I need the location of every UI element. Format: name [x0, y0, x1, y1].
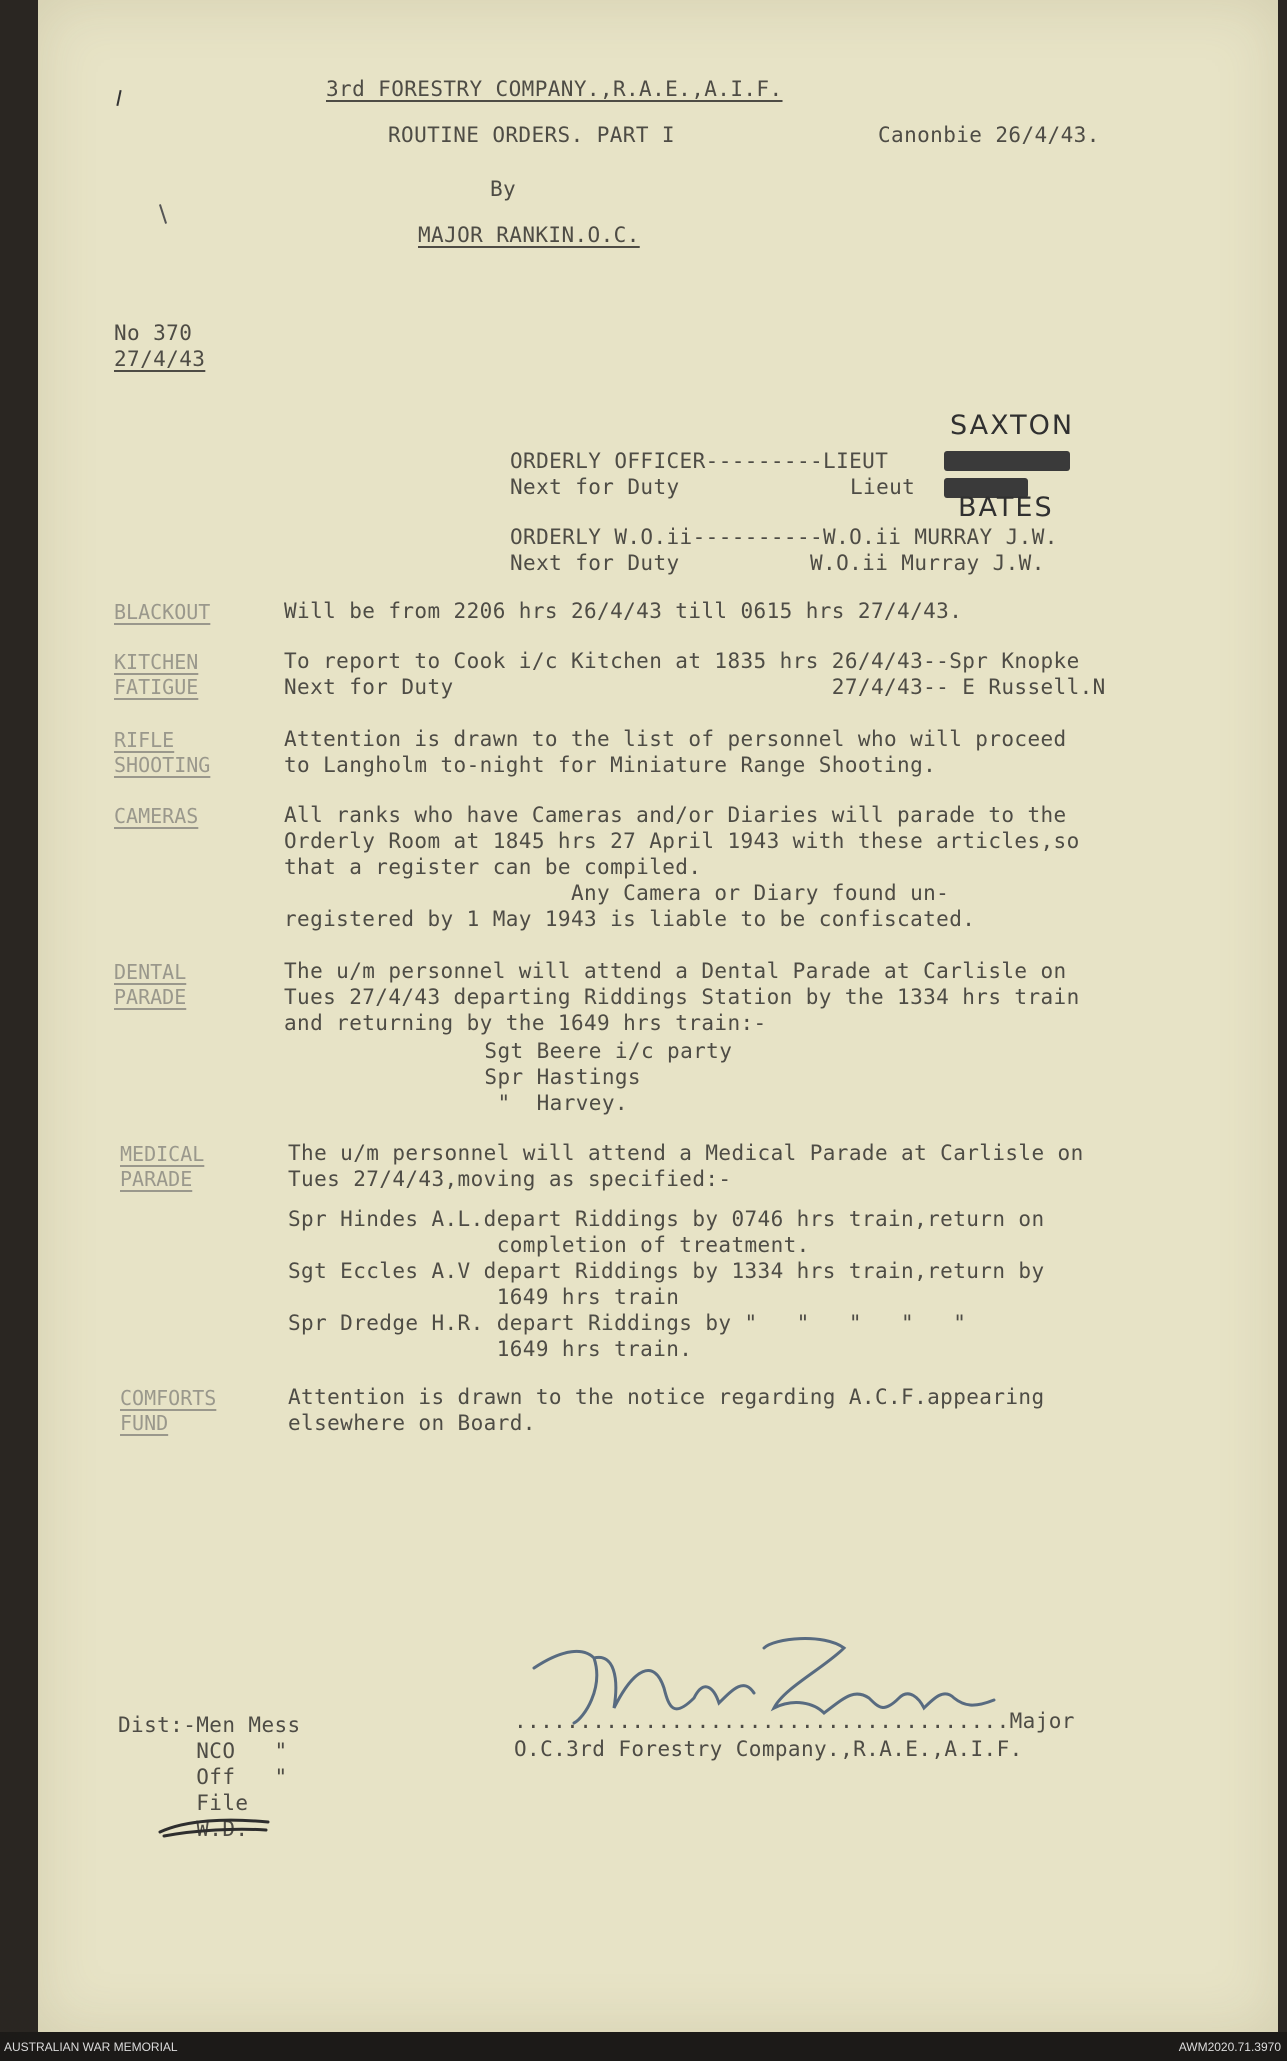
distribution-pen-mark	[156, 1812, 276, 1842]
section-label-cameras: CAMERAS	[114, 804, 199, 828]
document-page	[38, 0, 1278, 2032]
dental-line: Tues 27/4/43 departing Riddings Station by the 1334 hrs train	[284, 985, 1080, 1009]
section-label-kitchen: KITCHEN	[114, 650, 199, 674]
next-duty-rank: Lieut	[850, 475, 916, 499]
medical-line: 1649 hrs train.	[288, 1337, 693, 1361]
order-number: No 370	[114, 321, 193, 345]
comforts-line: Attention is drawn to the notice regarding A.C.F.appearing	[288, 1385, 1045, 1409]
rifle-line: Attention is drawn to the list of personnel who will proceed	[284, 727, 1067, 751]
dental-line: " Harvey.	[354, 1091, 628, 1115]
routine-orders-title: ROUTINE ORDERS. PART I	[388, 123, 675, 147]
orderly-wo-line: ORDERLY W.O.ii----------W.O.ii MURRAY J.W.	[510, 525, 1058, 549]
handwritten-saxton: SAXTON	[950, 410, 1075, 441]
distribution-line: Off "	[118, 1765, 288, 1789]
distribution-line: File	[118, 1791, 249, 1815]
cameras-line: registered by 1 May 1943 is liable to be confiscated.	[284, 907, 976, 931]
medical-line: The u/m personnel will attend a Medical Parade at Carlisle on	[288, 1141, 1084, 1165]
dental-line: Sgt Beere i/c party	[354, 1039, 733, 1063]
order-date: 27/4/43	[114, 347, 206, 371]
section-label-fatigue: FATIGUE	[114, 675, 199, 699]
medical-line: Spr Hindes A.L.depart Riddings by 0746 hrs train,return on	[288, 1207, 1045, 1231]
orderly-officer-label: ORDERLY OFFICER---------LIEUT	[510, 449, 889, 473]
margin-mark	[116, 90, 121, 106]
archive-footer	[0, 2032, 1287, 2061]
dental-line: Spr Hastings	[354, 1065, 641, 1089]
rifle-line: to Langholm to-night for Miniature Range Shooting.	[284, 753, 937, 777]
cameras-line: Orderly Room at 1845 hrs 27 April 1943 with these articles,so	[284, 829, 1080, 853]
section-label-dental: DENTAL	[114, 960, 187, 984]
by-line: By	[490, 177, 517, 201]
comforts-line: elsewhere on Board.	[288, 1411, 536, 1435]
blackout-line: Will be from 2206 hrs 26/4/43 till 0615 hrs 27/4/43.	[284, 599, 963, 623]
medical-line: Sgt Eccles A.V depart Riddings by 1334 hrs train,return by	[288, 1259, 1045, 1283]
cameras-line: All ranks who have Cameras and/or Diaries will parade to the	[284, 803, 1067, 827]
section-label-parade: PARADE	[114, 985, 187, 1009]
place-date: Canonbie 26/4/43.	[878, 123, 1100, 147]
section-label-medical: MEDICAL	[120, 1142, 205, 1166]
signature-dotted-line: ......................................Major	[514, 1709, 1075, 1733]
kitchen-line: Next for Duty 27/4/43-- E Russell.N	[284, 675, 1106, 699]
section-label-parade: PARADE	[120, 1167, 193, 1191]
signature-title: O.C.3rd Forestry Company.,R.A.E.,A.I.F.	[514, 1737, 1023, 1761]
dental-line: The u/m personnel will attend a Dental Parade at Carlisle on	[284, 959, 1067, 983]
section-label-comforts: COMFORTS	[120, 1386, 217, 1410]
distribution-line: NCO "	[118, 1739, 288, 1763]
orderly-wo-next-line: Next for Duty W.O.ii Murray J.W.	[510, 551, 1045, 575]
section-label-blackout: BLACKOUT	[114, 600, 211, 624]
next-duty-label: Next for Duty	[510, 475, 680, 499]
margin-mark	[159, 204, 167, 224]
cameras-line: Any Camera or Diary found un-	[284, 881, 950, 905]
distribution-line: Dist:-Men Mess	[118, 1713, 301, 1737]
kitchen-line: To report to Cook i/c Kitchen at 1835 hrs 26/4/43--Spr Knopke	[284, 649, 1080, 673]
section-label-rifle: RIFLE	[114, 728, 175, 752]
distribution-line: W.D.	[118, 1817, 249, 1841]
dental-line: and returning by the 1649 hrs train:-	[284, 1011, 767, 1035]
handwritten-bates: BATES	[958, 492, 1054, 523]
section-label-fund: FUND	[120, 1411, 169, 1435]
strike-through	[944, 451, 1070, 471]
medical-line: Spr Dredge H.R. depart Riddings by " " " " "	[288, 1311, 967, 1335]
medical-line: completion of treatment.	[288, 1233, 810, 1257]
medical-line: 1649 hrs train	[288, 1285, 680, 1309]
footer-right: AWM2020.71.3970	[1178, 2040, 1281, 2054]
footer-left: AUSTRALIAN WAR MEMORIAL	[4, 2040, 178, 2054]
medical-line: Tues 27/4/43,moving as specified:-	[288, 1167, 732, 1191]
section-label-shooting: SHOOTING	[114, 753, 211, 777]
unit-heading: 3rd FORESTRY COMPANY.,R.A.E.,A.I.F.	[326, 77, 783, 101]
cameras-line: that a register can be compiled.	[284, 855, 702, 879]
officer-line: MAJOR RANKIN.O.C.	[418, 223, 640, 247]
